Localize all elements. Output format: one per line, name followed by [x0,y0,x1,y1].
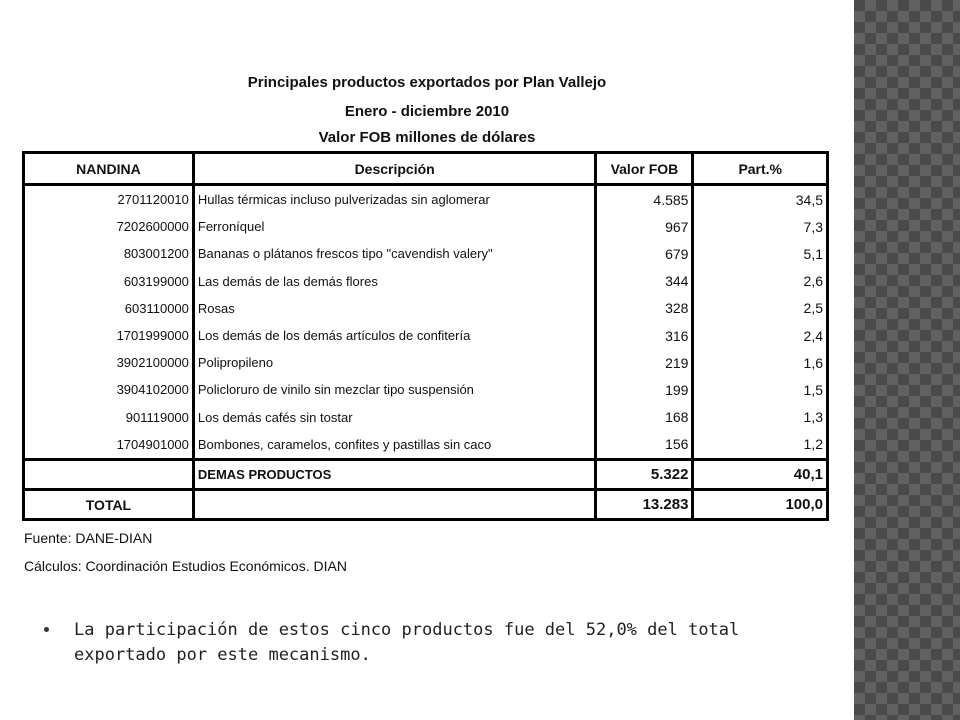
table-header-row [24,153,828,185]
valor-fob-cell: 168 [596,404,693,431]
valor-fob-cell: 344 [596,268,693,295]
bullet-icon [44,627,49,632]
figure-units: Valor FOB millones de dólares [318,129,536,146]
exports-table [22,151,829,521]
valor-fob-cell: 156 [596,431,693,460]
description-cell: Los demás cafés sin tostar [193,404,596,431]
decorative-side-panel [854,0,960,720]
valor-fob-cell: 199 [596,376,693,403]
nandina-code-cell: 1701999000 [24,322,194,349]
table-row [24,376,828,403]
header-descripcion: Descripción [193,153,596,185]
demas-code-cell [24,459,194,489]
table-row [24,322,828,349]
nandina-code-cell: 2701120010 [24,185,194,214]
participacion-cell: 5,1 [693,240,828,267]
table-row [24,268,828,295]
header-nandina: NANDINA [24,153,194,185]
header-valor-fob: Valor FOB [596,153,693,185]
participacion-cell: 1,3 [693,404,828,431]
nandina-code-cell: 1704901000 [24,431,194,460]
table-row [24,213,828,240]
participacion-cell: 2,4 [693,322,828,349]
source-note: Fuente: DANE-DIAN [24,530,153,546]
calculation-note: Cálculos: Coordinación Estudios Económicos. DIAN [24,558,347,574]
description-cell: Polipropileno [193,349,596,376]
table-row [24,295,828,322]
nandina-code-cell: 603110000 [24,295,194,322]
description-cell: Bombones, caramelos, confites y pastillas sin caco [193,431,596,460]
demas-part: 40,1 [693,459,828,489]
participacion-cell: 34,5 [693,185,828,214]
figure-title: Principales productos exportados por Plan Vallejo [247,74,607,91]
valor-fob-cell: 679 [596,240,693,267]
description-cell: Rosas [193,295,596,322]
demas-fob: 5.322 [596,459,693,489]
nandina-code-cell: 7202600000 [24,213,194,240]
nandina-code-cell: 603199000 [24,268,194,295]
table-body [24,185,828,520]
total-row [24,490,828,520]
table-row [24,349,828,376]
nandina-code-cell: 901119000 [24,404,194,431]
description-cell: Ferroníquel [193,213,596,240]
header-participacion: Part.% [693,153,828,185]
demas-label: DEMAS PRODUCTOS [193,459,596,489]
total-part: 100,0 [693,490,828,520]
valor-fob-cell: 328 [596,295,693,322]
table-row [24,404,828,431]
participacion-cell: 7,3 [693,213,828,240]
table-row [24,240,828,267]
table-row [24,185,828,214]
description-cell: Las demás de las demás flores [193,268,596,295]
table-row [24,431,828,460]
total-label: TOTAL [24,490,194,520]
total-desc-cell [193,490,596,520]
valor-fob-cell: 219 [596,349,693,376]
valor-fob-cell: 316 [596,322,693,349]
participacion-cell: 1,5 [693,376,828,403]
description-cell: Hullas térmicas incluso pulverizadas sin aglomerar [193,185,596,214]
participacion-cell: 2,6 [693,268,828,295]
participacion-cell: 2,5 [693,295,828,322]
nandina-code-cell: 3904102000 [24,376,194,403]
exports-table-figure [22,66,842,586]
description-cell: Policloruro de vinilo sin mezclar tipo suspensión [193,376,596,403]
description-cell: Los demás de los demás artículos de confitería [193,322,596,349]
participacion-cell: 1,6 [693,349,828,376]
valor-fob-cell: 967 [596,213,693,240]
nandina-code-cell: 803001200 [24,240,194,267]
figure-period: Enero - diciembre 2010 [344,103,510,120]
valor-fob-cell: 4.585 [596,185,693,214]
total-fob: 13.283 [596,490,693,520]
description-cell: Bananas o plátanos frescos tipo "cavendish valery" [193,240,596,267]
nandina-code-cell: 3902100000 [24,349,194,376]
participacion-cell: 1,2 [693,431,828,460]
bullet-text: La participación de estos cinco productos fue del 52,0% del total exportado por este mecanismo. [74,620,740,665]
demas-productos-row [24,459,828,489]
